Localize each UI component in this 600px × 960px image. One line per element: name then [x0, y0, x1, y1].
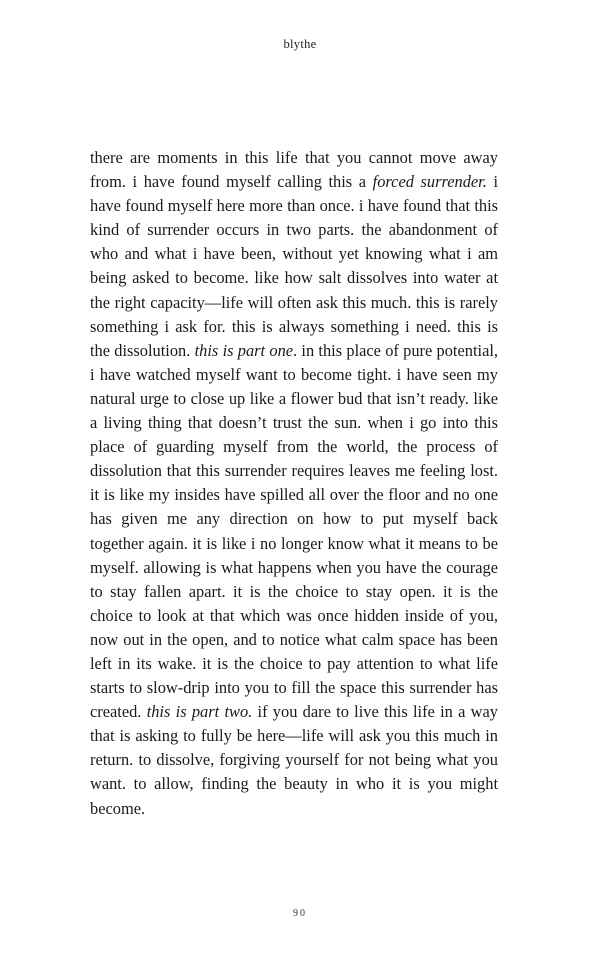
text-segment: i have found myself here more than once. i have found that this kind of surrender occurs in two parts. the abandonment of who and what i have been, without yet knowing what i am being asked to become. like how salt dissolves into water at the right capacity—life will often ask this much. this is rarely something i ask for. this is always something i need. this is the dissolution. — [90, 172, 498, 360]
body-text — [90, 146, 498, 821]
page-number: 90 — [293, 908, 307, 919]
text-segment: . in this place of pure potential, i have watched myself want to become tight. i have seen my natural urge to close up like a flower bud that isn’t ready. like a living thing that doesn’t trust the sun. when i go into this place of guarding myself from the world, the process of dissolution that this surrender requires leaves me feeling lost. it is like my insides have spilled all over the floor and no one has given me any direction on how to put myself back together again. it is like i no longer know what it means to be myself. allowing is what happens when you have the courage to stay fallen apart. it is the choice to stay open. it is the choice to look at that which was once hidden inside of you, now out in the open, and to notice what calm space has been left in its wake. it is the choice to pay attention to what life starts to slow-drip into you to fill the space this surrender has created. — [90, 340, 498, 722]
italic-phrase: this is part one — [194, 340, 294, 360]
text-segment: if you dare to live this life in a way that is asking to fully be here—life will ask you this much in return. to dissolve, forgiving yourself for not being what you want. to allow, finding the beauty in who it is you might become. — [90, 702, 498, 818]
italic-phrase: this is part two. — [146, 702, 253, 722]
italic-phrase: forced surrender. — [372, 172, 487, 192]
running-head: blythe — [283, 37, 317, 51]
text-segment: there are moments in this life that you cannot move away from. i have found myself calling this a — [90, 148, 498, 192]
